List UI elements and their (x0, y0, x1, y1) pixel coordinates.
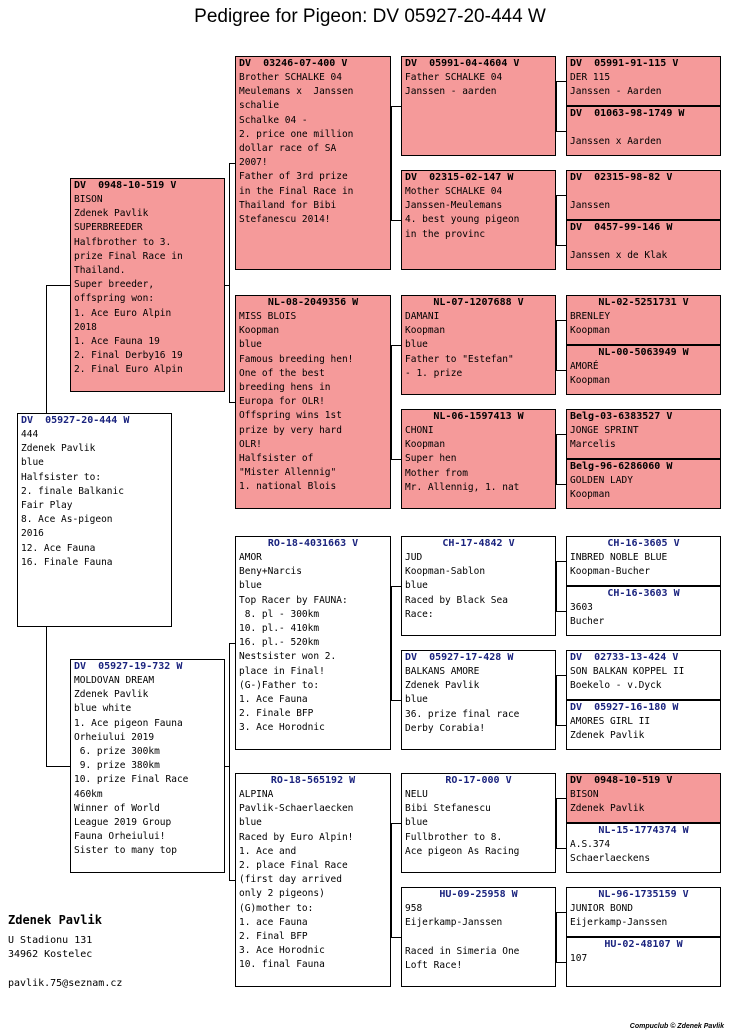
dam-details: MOLDOVAN DREAM Zdenek Pavlik blue white 1. Ace pigeon Fauna Orheiului 2019 6. prize 300km 9. prize 380km 10. prize Final Race 460km Winner of World League 2019 Group Fauna Orheiului! Sister to many top (74, 675, 189, 857)
gen5-bottom-card-3[interactable] (566, 345, 721, 395)
gen5-bottom-card-5[interactable] (566, 586, 721, 636)
gen5-top-ring-1: DV 05991-91-115 V (570, 58, 679, 69)
gen4-details-8: 958 Eijerkamp-Janssen Raced in Simeria One Loft Race! (405, 903, 520, 971)
gen5-top-card-2[interactable] (566, 170, 721, 220)
gen4-card-5[interactable] (401, 536, 556, 636)
gen4-details-1: Father SCHALKE 04 Janssen - aarden (405, 72, 503, 98)
gen5-top-ring-4: Belg-03-6383527 V (570, 411, 673, 422)
gen5-bottom-ring-2: DV 0457-99-146 W (570, 222, 673, 233)
sire-details: BISON Zdenek Pavlik SUPERBREEDER Halfbrother to 3. prize Final Race in Thailand. Super breeder, offspring won: 1. Ace Euro Alpin 2018 1. Ace Fauna 19 2. Final Derby16 19 2. Final Euro Alpin (74, 194, 183, 376)
owner-info (8, 913, 122, 991)
gen5-top-card-4[interactable] (566, 409, 721, 459)
gen5-top-details-3: BRENLEY Koopman (570, 311, 611, 337)
dam-ring: DV 05927-19-732 W (74, 661, 183, 672)
granddam-paternal-card[interactable] (235, 295, 391, 509)
gen5-bottom-details-7: A.S.374 Schaerlaeckens (570, 839, 651, 865)
gen4-card-2[interactable] (401, 170, 556, 270)
gen5-top-card-3[interactable] (566, 295, 721, 345)
gen5-bottom-card-4[interactable] (566, 459, 721, 509)
gen4-ring-1: DV 05991-04-4604 V (405, 58, 520, 69)
gen4-card-8[interactable] (401, 887, 556, 987)
gen5-bottom-details-5: 3603 Bucher (570, 602, 605, 628)
gen5-bottom-card-2[interactable] (566, 220, 721, 270)
gen4-ring-2: DV 02315-02-147 W (405, 172, 514, 183)
gen5-bottom-ring-4: Belg-96-6286060 W (570, 461, 673, 472)
granddam-maternal-ring: RO-18-565192 W (270, 775, 356, 786)
gen4-details-3: DAMANI Koopman blue Father to "Estefan" - 1. prize (405, 311, 514, 379)
gen4-ring-8: HU-09-25958 W (439, 889, 518, 900)
gen5-top-card-6[interactable] (566, 650, 721, 700)
granddam-paternal-details: MISS BLOIS Koopman blue Famous breeding hen! One of the best breeding hens in Europa for OLR! Offspring wins 1st prize by very hard OLR! Halfsister of "Mister Allennig" 1. national Blois (239, 311, 354, 493)
gen5-top-ring-7: DV 0948-10-519 V (570, 775, 673, 786)
gen4-card-3[interactable] (401, 295, 556, 395)
granddam-maternal-card[interactable] (235, 773, 391, 987)
gen4-ring-6: DV 05927-17-428 W (405, 652, 514, 663)
gen5-bottom-details-3: AMORÉ Koopman (570, 361, 611, 387)
gen5-top-details-8: JUNIOR BOND Eijerkamp-Janssen (570, 903, 668, 929)
gen5-bottom-card-6[interactable] (566, 700, 721, 750)
gen4-ring-3: NL-07-1207688 V (433, 297, 524, 308)
owner-city: 34962 Kostelec (8, 949, 93, 960)
page-title: Pedigree for Pigeon: DV 05927-20-444 W (194, 6, 546, 27)
gen4-ring-4: NL-06-1597413 W (433, 411, 524, 422)
gen4-details-2: Mother SCHALKE 04 Janssen-Meulemans 4. best young pigeon in the provinc (405, 186, 520, 240)
gen5-top-card-5[interactable] (566, 536, 721, 586)
gen4-card-4[interactable] (401, 409, 556, 509)
gen4-card-7[interactable] (401, 773, 556, 873)
gen5-top-details-5: INBRED NOBLE BLUE Koopman-Bucher (570, 552, 668, 578)
gen5-bottom-ring-6: DV 05927-16-180 W (570, 702, 679, 713)
gen5-bottom-details-2: Janssen x de Klak (570, 250, 668, 262)
grandsire-paternal-ring: DV 03246-07-400 V (239, 58, 348, 69)
gen5-bottom-ring-1: DV 01063-98-1749 W (570, 108, 685, 119)
gen5-top-card-8[interactable] (566, 887, 721, 937)
grandsire-maternal-details: AMOR Beny+Narcis blue Top Racer by FAUNA: 8. pl - 300km 10. pl.- 410km 16. pl.- 520km Nestsister won 2. place in Final! (G-)Father to: 1. Ace Fauna 2. Finale BFP 3. Ace Horodnic (239, 552, 348, 734)
granddam-paternal-ring: NL-08-2049356 W (267, 297, 359, 308)
gen5-bottom-card-1[interactable] (566, 106, 721, 156)
subject-details: 444 Zdenek Pavlik blue Halfsister to: 2. finale Balkanic Fair Play 8. Ace As-pigeon 2016 12. Ace Fauna 16. Finale Fauna (21, 429, 124, 568)
gen4-details-5: JUD Koopman-Sablon blue Raced by Black Sea Race: (405, 552, 508, 620)
gen5-top-ring-6: DV 02733-13-424 V (570, 652, 679, 663)
gen5-bottom-details-4: GOLDEN LADY Koopman (570, 475, 633, 501)
gen5-bottom-ring-7: NL-15-1774374 W (598, 825, 689, 836)
gen4-details-6: BALKANS AMORE Zdenek Pavlik blue 36. prize final race Derby Corabia! (405, 666, 520, 734)
owner-name: Zdenek Pavlik (8, 913, 102, 927)
gen5-bottom-card-8[interactable] (566, 937, 721, 987)
footer-credit: Compuclub © Zdenek Pavlik (629, 1023, 724, 1030)
gen4-ring-5: CH-17-4842 V (442, 538, 515, 549)
gen5-top-card-7[interactable] (566, 773, 721, 823)
gen5-top-ring-3: NL-02-5251731 V (598, 297, 689, 308)
granddam-maternal-details: ALPINA Pavlik-Schaerlaecken blue Raced by Euro Alpin! 1. Ace and 2. place Final Race (first day arrived only 2 pigeons) (G)mother to: 1. ace Fauna 2. Final BFP 3. Ace Horodnic 10. final Fauna (239, 789, 354, 971)
gen5-bottom-ring-8: HU-02-48107 W (604, 939, 683, 950)
sire-card[interactable] (70, 178, 225, 392)
sire-ring: DV 0948-10-519 V (74, 180, 177, 191)
gen5-bottom-card-7[interactable] (566, 823, 721, 873)
owner-street: U Stadionu 131 (8, 934, 93, 946)
gen5-bottom-ring-5: CH-16-3603 W (607, 588, 680, 599)
gen5-top-details-1: DER 115 Janssen - Aarden (570, 72, 662, 98)
gen5-top-ring-5: CH-16-3605 V (607, 538, 680, 549)
gen5-bottom-ring-3: NL-00-5063949 W (598, 347, 689, 358)
gen5-top-details-6: SON BALKAN KOPPEL II Boekelo - v.Dyck (570, 666, 685, 692)
grandsire-maternal-card[interactable] (235, 536, 391, 750)
owner-email[interactable]: pavlik.75@seznam.cz (8, 977, 123, 989)
grandsire-maternal-ring: RO-18-4031663 V (267, 538, 359, 549)
gen5-top-ring-2: DV 02315-98-82 V (570, 172, 673, 183)
gen5-top-card-1[interactable] (566, 56, 721, 106)
gen4-ring-7: RO-17-000 V (445, 775, 512, 786)
grandsire-paternal-details: Brother SCHALKE 04 Meulemans x Janssen schalie Schalke 04 - 2. price one million dollar race of SA 2007! Father of 3rd prize in the Final Race in Thailand for Bibi Stefanescu 2014! (239, 72, 354, 226)
gen5-bottom-details-6: AMORES GIRL II Zdenek Pavlik (570, 716, 651, 742)
gen4-details-7: NELU Bibi Stefanescu blue Fullbrother to 8. Ace pigeon As Racing (405, 789, 520, 857)
dam-card[interactable] (70, 659, 225, 873)
grandsire-paternal-card[interactable] (235, 56, 391, 270)
gen5-top-details-7: BISON Zdenek Pavlik (570, 789, 645, 815)
subject-card[interactable] (17, 413, 172, 627)
gen4-card-1[interactable] (401, 56, 556, 156)
subject-ring: DV 05927-20-444 W (21, 415, 130, 426)
gen5-top-details-2: Janssen (570, 200, 611, 212)
gen4-card-6[interactable] (401, 650, 556, 750)
gen5-bottom-details-1: Janssen x Aarden (570, 136, 662, 148)
gen4-details-4: CHONI Koopman Super hen Mother from Mr. Allennig, 1. nat (405, 425, 520, 493)
gen5-top-ring-8: NL-96-1735159 V (598, 889, 689, 900)
gen5-bottom-details-8: 107 (570, 953, 588, 964)
gen5-top-details-4: JONGE SPRINT Marcelis (570, 425, 639, 451)
